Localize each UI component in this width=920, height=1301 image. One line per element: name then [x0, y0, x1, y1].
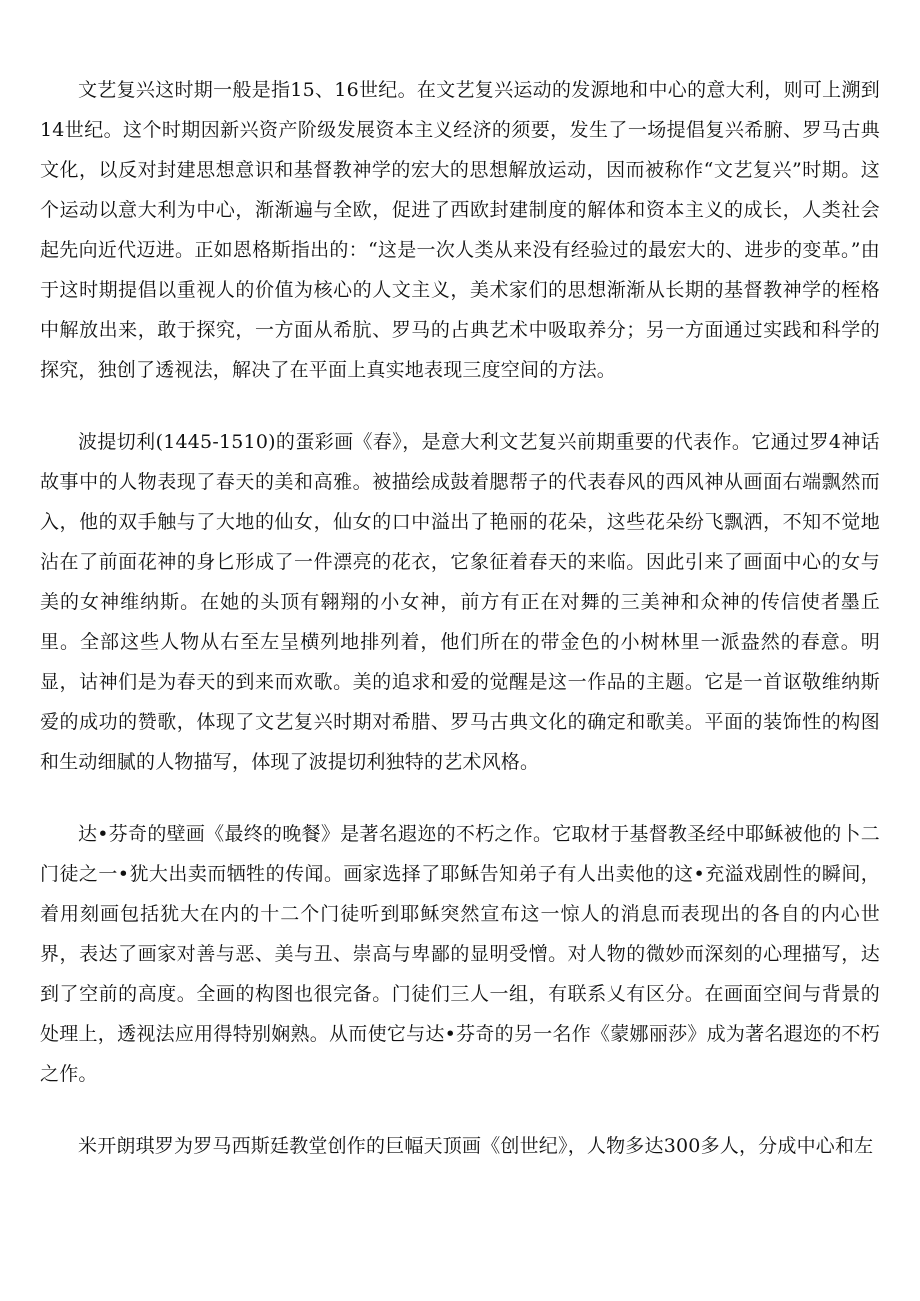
paragraph-last-supper: 达•芬奇的壁画《最终的晚餐》是著名遐迩的不朽之作。它取材于基督教圣经中耶稣被他的卜二门徒之一•犹大出卖而牺牲的传闻。画家选择了耶稣告知弟子有人出卖他的这•充溢戏剧性的瞬间，着用刻画包括犹大在内的十二个门徒听到耶稣突然宣布这一惊人的消息而表现出的各自的内心世界，表达了画家对善与恶、美与丑、崇高与卑鄙的显明受憎。对人物的微妙而深刻的心理描写，达到了空前的高度。全画的构图也很完备。门徒们三人一组，有联系乂有区分。在画面空间与背景的处理上，透视法应用得特别娴熟。从而使它与达•芬奇的另一名作《蒙娜丽莎》成为著名遐迩的不朽之作。 [40, 823, 880, 1085]
paragraph-michelangelo-genesis: 米开朗琪罗为罗马西斯廷教堂创作的巨幅天顶画《创世纪》，人物多达300多人，分成中心和左 [78, 1135, 874, 1157]
paragraph-botticelli-spring: 波提切利(1445-1510)的蛋彩画《春》，是意大利文艺复兴前期重要的代表作。它通过罗4神话故事中的人物表现了春天的美和高雅。被描绘成鼓着腮帮子的代表春风的西风神从画面右端飘然而入，他的双手触与了大地的仙女，仙女的口中溢出了艳丽的花朵，这些花朵纷飞飘洒，不知不觉地沾在了前面花神的身匕形成了一件漂亮的花衣，它象征着春天的来临。因此引来了画面中心的女与美的女神维纳斯。在她的头顶有翱翔的小女神，前方有正在对舞的三美神和众神的传信使者墨丘里。全部这些人物从右至左呈横列地排列着，他们所在的带金色的小树林里一派盎然的春意。明显，诂神们是为春天的到来而欢歌。美的追求和爱的觉醒是这一作品的主题。它是一首讴敬维纳斯爱的成功的赞歌，体现了文艺复兴时期对希腊、罗马古典文化的确定和歌美。平面的装饰性的构图和生动细腻的人物描写，体现了波提切利独特的艺术风格。 [40, 431, 880, 773]
paragraph-renaissance-intro: 文艺复兴这时期一般是指15、16世纪。在文艺复兴运动的发源地和中心的意大利，则可上溯到14世纪。这个时期因新兴资产阶级发展资本主义经济的须要，发生了一场提倡复兴希腑、罗马古典文化，以反对封建思想意识和基督教神学的宏大的思想解放运动，因而被称作“文艺复兴”时期。这个运动以意大利为中心，渐渐遍与全欧，促进了西欧封建制度的解体和资本主义的成长，人类社会起先向近代迈进。正如恩格斯指出的：“这是一次人类从来没有经验过的最宏大的、进步的变革。”由于这时期提倡以重视人的价值为核心的人文主义，美术家们的思想渐渐从长期的基督教神学的桎格中解放出来，敢于探究，一方面从希肮、罗马的占典艺术中吸取养分；另一方面通过实践和科学的探究，独创了透视法，解决了在平面上真实地表现三度空间的方法。 [40, 79, 880, 381]
